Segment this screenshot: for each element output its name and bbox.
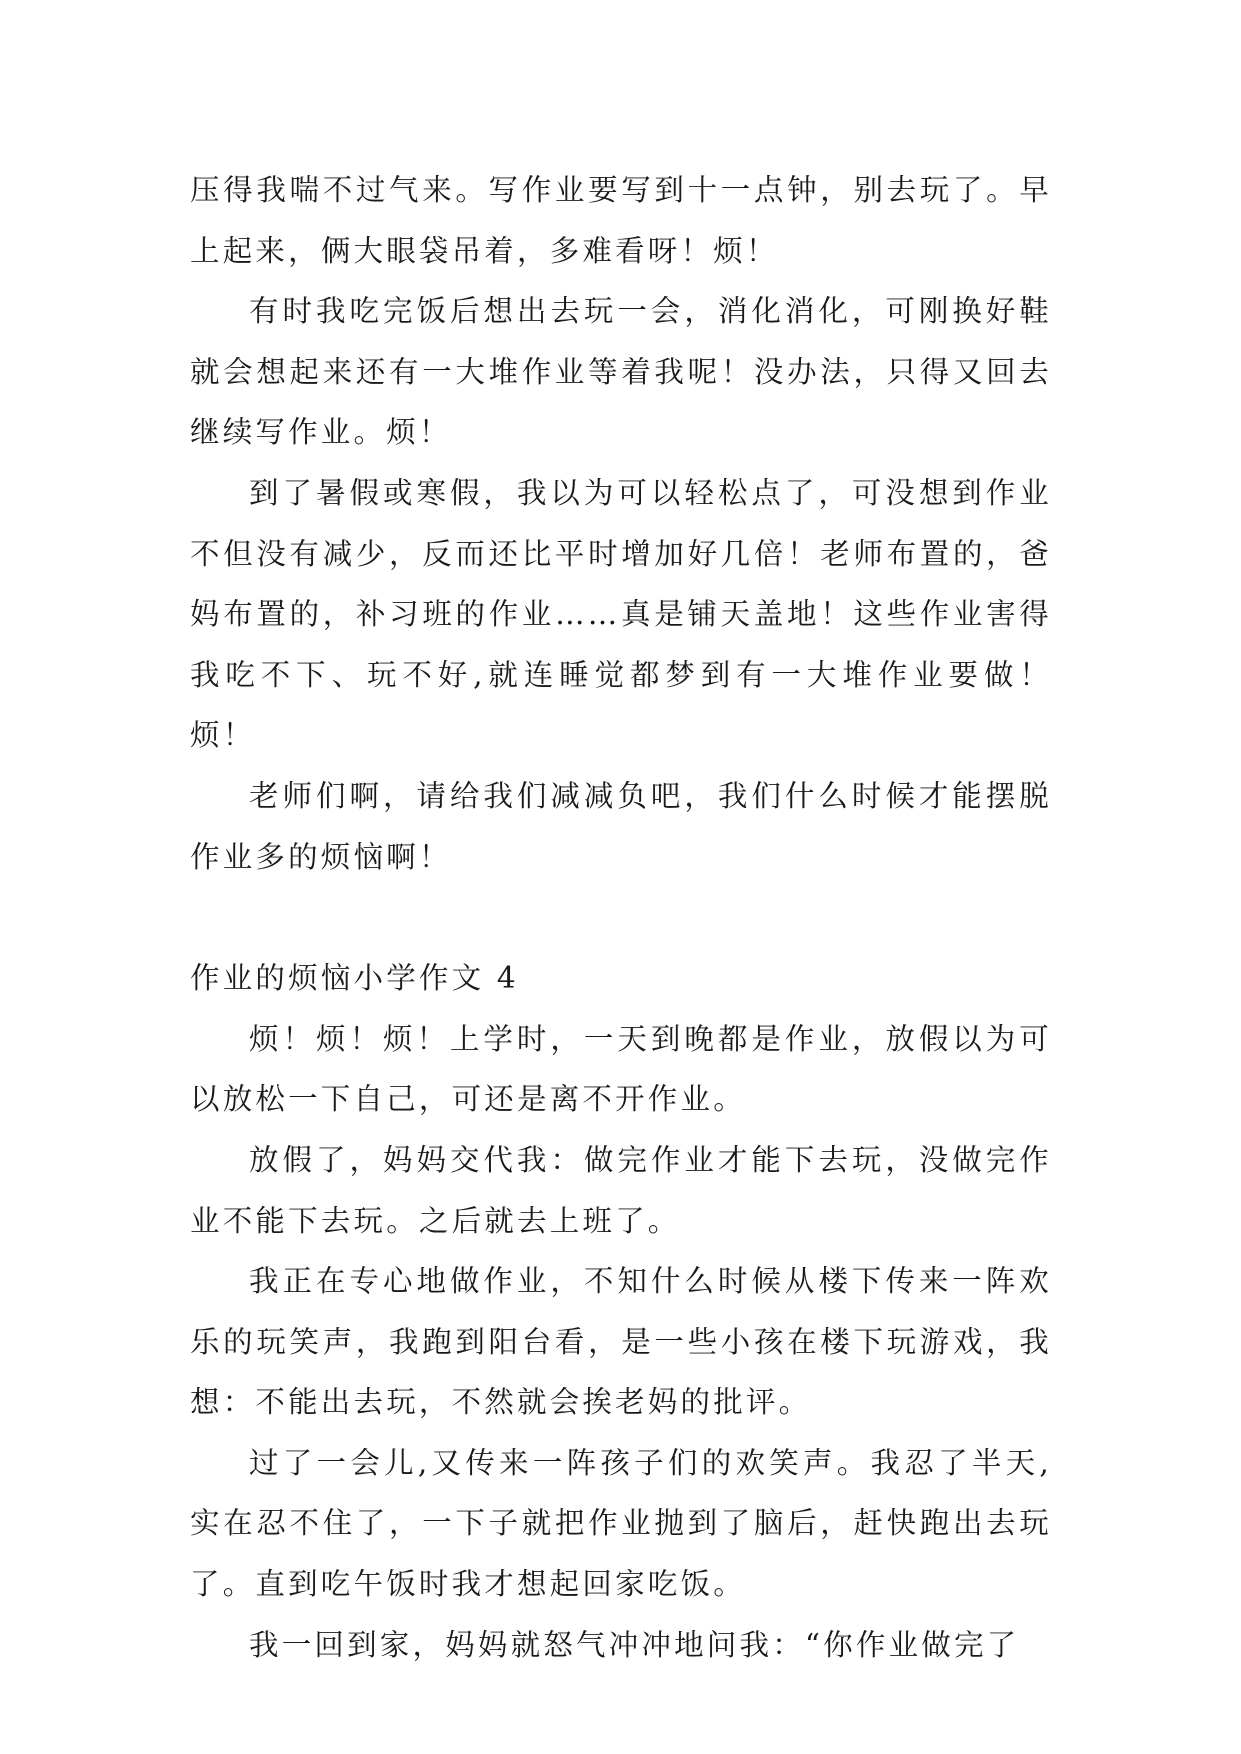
section-title: 作业的烦恼小学作文 4 bbox=[190, 961, 519, 996]
paragraph-9: 我一回到家，妈妈就怒气冲冲地问我：“你作业做完了 bbox=[249, 1627, 1020, 1662]
paragraph-6: 放假了，妈妈交代我：做完作业才能下去玩，没做完作业不能下去玩。之后就去上班了。 bbox=[190, 1142, 1052, 1238]
document-body bbox=[190, 160, 1052, 1675]
paragraph-1: 压得我喘不过气来。写作业要写到十一点钟，别去玩了。早上起来，俩大眼袋吊着，多难看呀！烦！ bbox=[190, 173, 1052, 268]
paragraph-4: 老师们啊，请给我们减减负吧，我们什么时候才能摆脱作业多的烦恼啊！ bbox=[190, 778, 1052, 874]
paragraph-3: 到了暑假或寒假，我以为可以轻松点了，可没想到作业不但没有减少，反而还比平时增加好几倍！老师布置的，爸妈布置的，补习班的作业……真是铺天盖地！这些作业害得我吃不下、玩不好,就连睡觉都梦到有一大堆作业要做！烦！ bbox=[190, 475, 1052, 753]
paragraph-2: 有时我吃完饭后想出去玩一会，消化消化，可刚换好鞋就会想起来还有一大堆作业等着我呢！没办法，只得又回去继续写作业。烦！ bbox=[190, 294, 1052, 450]
paragraph-8: 过了一会儿,又传来一阵孩子们的欢笑声。我忍了半天,实在忍不住了，一下子就把作业抛到了脑后，赶快跑出去玩了。直到吃午饭时我才想起回家吃饭。 bbox=[190, 1445, 1052, 1602]
paragraph-5: 烦！烦！烦！上学时，一天到晚都是作业，放假以为可以放松一下自己，可还是离不开作业。 bbox=[190, 1021, 1052, 1117]
paragraph-7: 我正在专心地做作业，不知什么时候从楼下传来一阵欢乐的玩笑声，我跑到阳台看，是一些小孩在楼下玩游戏，我想：不能出去玩，不然就会挨老妈的批评。 bbox=[190, 1264, 1052, 1420]
